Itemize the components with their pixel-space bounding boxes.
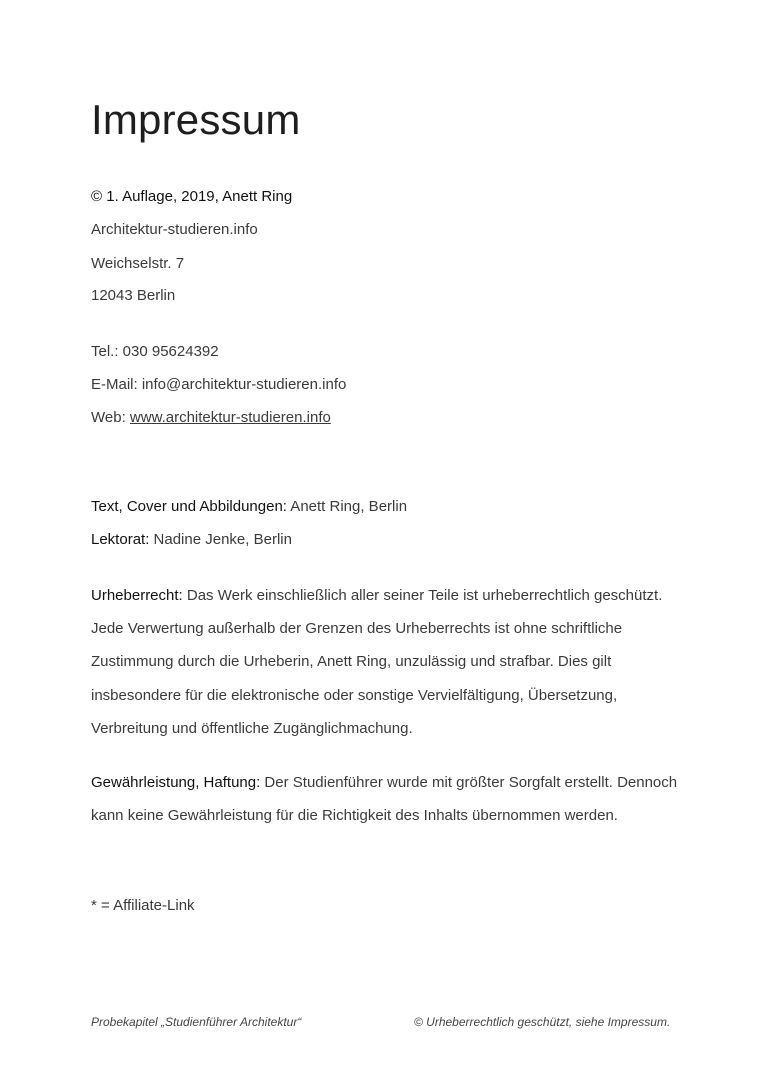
lektorat-label: Lektorat: <box>91 531 150 548</box>
warranty-paragraph-text: Der Studienführer wurde mit größter Sorgfalt erstellt. Dennoch kann keine Gewährleistung für die Richtigkeit des Inhalts übernommen werden. <box>91 774 678 825</box>
publisher-site: Architektur-studieren.info <box>91 221 258 238</box>
web-label: Web: <box>91 409 130 426</box>
page-title: Impressum <box>91 96 301 143</box>
phone-line: Tel.: 030 95624392 <box>91 343 219 360</box>
web-link[interactable]: www.architektur-studieren.info <box>129 409 331 426</box>
copyright-paragraph-label: Urheberrecht: <box>91 587 183 604</box>
footer-right: © Urheberrechtlich geschützt, siehe Impressum. <box>414 1015 671 1029</box>
footer-left: Probekapitel „Studienführer Architektur“ <box>91 1015 302 1029</box>
credits-text-line <box>91 497 407 517</box>
copyright-paragraph <box>91 579 681 745</box>
credits-text-label: Text, Cover und Abbildungen: <box>91 498 287 515</box>
lektorat-line <box>91 530 292 550</box>
warranty-paragraph-label: Gewährleistung, Haftung: <box>91 774 261 791</box>
lektorat-value: Nadine Jenke, Berlin <box>149 531 292 548</box>
web-line <box>91 408 331 428</box>
street-address: Weichselstr. 7 <box>91 255 185 272</box>
copyright-paragraph-text: Das Werk einschließlich aller seiner Teile ist urheberrechtlich geschützt. Jede Verwertung außerhalb der Grenzen des Urheberrechts ist ohne schriftliche Zustimmung durch die Urheberin, Anett Ring, unzulässig und strafbar. Dies gilt insbesondere für die elektronische oder sonstige Vervielfältigung, Übersetzung, Verbreitung und öffentliche Zugänglichmachung. <box>91 587 663 737</box>
credits-text-value: Anett Ring, Berlin <box>286 498 408 515</box>
warranty-paragraph <box>91 766 681 832</box>
email-line: E-Mail: info@architektur-studieren.info <box>91 376 347 393</box>
city-address: 12043 Berlin <box>91 287 176 304</box>
copyright-line: © 1. Auflage, 2019, Anett Ring <box>91 188 293 205</box>
affiliate-note: * = Affiliate-Link <box>91 897 195 914</box>
